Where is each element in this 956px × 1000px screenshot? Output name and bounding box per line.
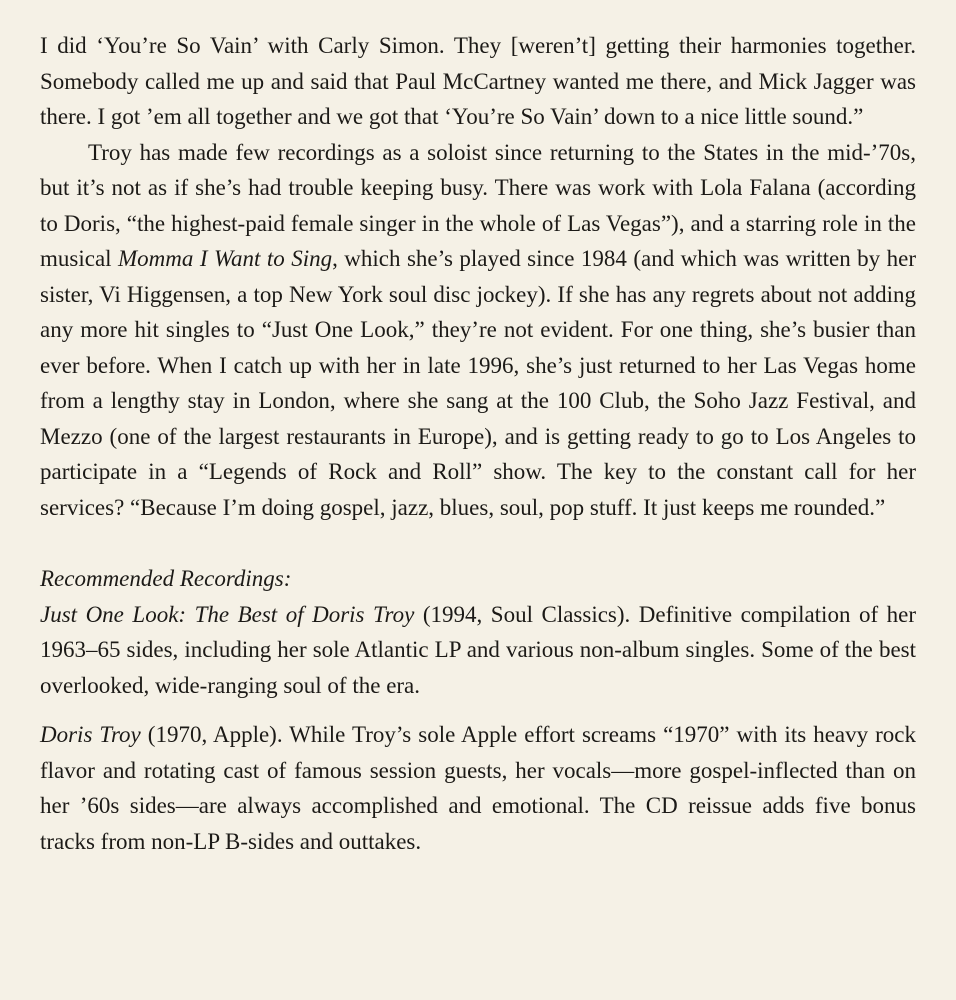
body-paragraph (40, 135, 916, 526)
recommended-heading-text: Recommended Recordings: (40, 566, 292, 591)
body-text-part-1: Troy has made few recordings as a soloist since returning to the States in the mid-’70s, but it’s not as if she’s had trouble keeping busy. There was work with Lola Falana (according to Doris, “the highest-paid female singer in the whole of Las Vegas”), and a starring role in the musical (40, 139, 916, 271)
musical-title: Momma I Want to Sing (118, 246, 333, 271)
recording-title: Doris Troy (40, 722, 141, 747)
recording-description: (1970, Apple). While Troy’s sole Apple effort screams “1970” with its heavy rock flavor and rotating cast of famous session guests, her vocals—more gospel-inflected than on her ’60s sides—are always accomplished and emotional. The CD reissue adds five bonus tracks from non-LP B-sides and outtakes. (40, 722, 916, 854)
recording-description: (1994, Soul Classics). Definitive compilation of her 1963–65 sides, including her sole Atlantic LP and various non-album singles. Some of the best overlooked, wide-ranging soul of the era. (40, 601, 916, 698)
recording-title: Just One Look: The Best of Doris Troy (40, 601, 415, 627)
recording-entry (40, 597, 916, 704)
body-text-part-2: , which she’s played since 1984 (and which was written by her sister, Vi Higgensen, a top New York soul disc jockey). If she has any regrets about not adding any more hit singles to “Just One Look,” they’re not evident. For one thing, she’s busier than ever before. When I catch up with her in late 1996, she’s just returned to her Las Vegas home from a lengthy stay in London, where she sang at the 100 Club, the Soho Jazz Festival, and Mezzo (one of the largest restaurants in Europe), and is getting ready to go to Los Angeles to participate in a “Legends of Rock and Roll” show. The key to the constant call for her services? “Because I’m doing gospel, jazz, blues, soul, pop stuff. It just keeps me rounded.” (40, 246, 916, 520)
recording-entry (40, 717, 916, 859)
recommended-heading (40, 561, 916, 597)
quote-paragraph: I did ‘You’re So Vain’ with Carly Simon. They [weren’t] getting their harmonies together. Somebody called me up and said that Paul McCartney wanted me there, and Mick Jagger was there. I got ’em all together and we got that ‘You’re So Vain’ down to a nice little sound.” (40, 33, 916, 129)
